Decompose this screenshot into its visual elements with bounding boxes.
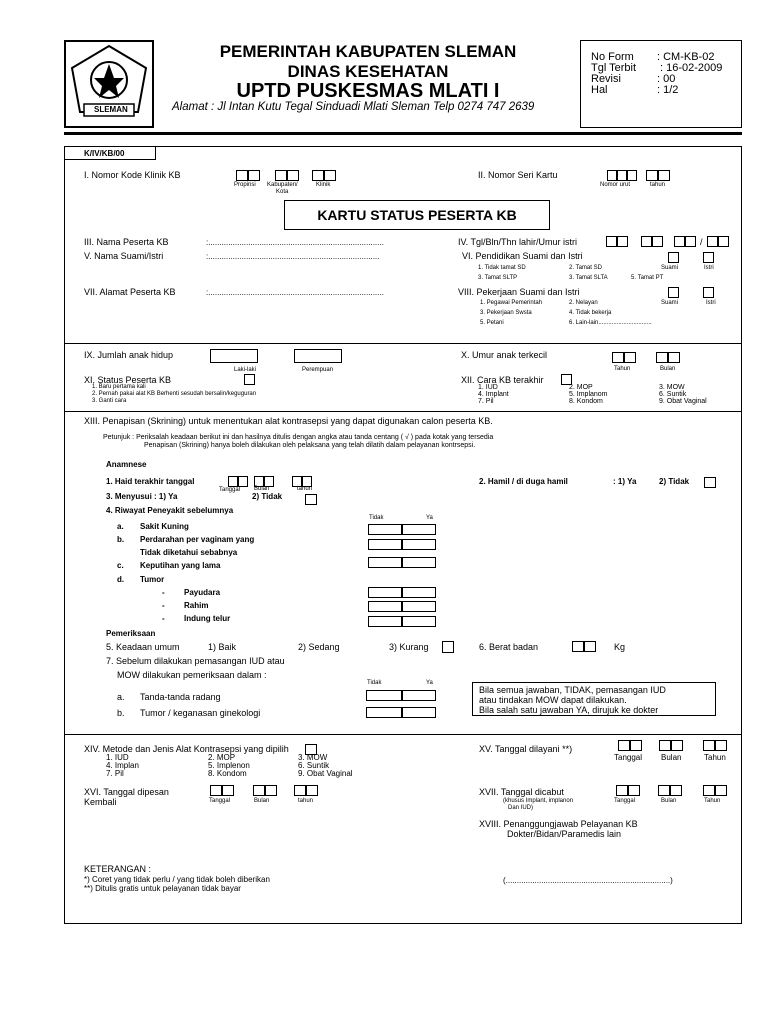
- status-label: XI. Status Peserta KB: [84, 375, 172, 385]
- dipesan-box[interactable]: [306, 785, 318, 796]
- dicabut-box[interactable]: [628, 785, 640, 796]
- dipesan-label: XVI. Tanggal dipesan: [84, 787, 169, 797]
- no-form-value: : CM-KB-02: [657, 51, 715, 63]
- header-line3: UPTD PUSKESMAS MLATI I: [236, 80, 500, 102]
- laki-box[interactable]: [210, 349, 258, 363]
- tanggal-caption: Tanggal: [614, 753, 643, 762]
- klinik-box[interactable]: [248, 170, 260, 181]
- riwayat-d: Tumor: [140, 575, 165, 584]
- nama-field[interactable]: :...............................................................................: [206, 238, 384, 247]
- penanggung-label-2: Dokter/Bidan/Paramedis lain: [507, 829, 622, 839]
- seri-box[interactable]: [646, 170, 658, 181]
- nama-label: III. Nama Peserta KB: [84, 237, 169, 247]
- klinik-box[interactable]: [236, 170, 248, 181]
- tidak-box[interactable]: [368, 539, 402, 550]
- tgl-lahir-box[interactable]: [606, 236, 617, 247]
- metode-opt: 4. Implan: [106, 761, 139, 770]
- cara-opt: 6. Suntik: [659, 391, 687, 398]
- suami-field[interactable]: :.............................................................................: [206, 252, 380, 261]
- dilayani-box[interactable]: [659, 740, 671, 751]
- tahun-caption: Tahun: [614, 366, 631, 372]
- penanggung-label: XVIII. Penanggungjawab Pelayanan KB: [479, 819, 638, 829]
- seri-box[interactable]: [607, 170, 617, 181]
- berat-label: 6. Berat badan: [479, 642, 539, 652]
- dipesan-box[interactable]: [210, 785, 222, 796]
- pem-b: Tumor / keganasan ginekologi: [140, 708, 261, 718]
- cara-opt: 5. Implanom: [569, 391, 608, 398]
- dipesan-box[interactable]: [253, 785, 265, 796]
- pek-opt-1: 1. Pegawai Pemerintah: [480, 300, 543, 306]
- metode-opt: 9. Obat Vaginal: [298, 769, 353, 778]
- tahun-caption: Tahun: [704, 798, 721, 804]
- kabupaten-caption: Kabupaten/: [267, 182, 298, 188]
- tidak-caption: Tidak: [369, 515, 384, 521]
- iud-line1: 7. Sebelum dilakukan pemasangan IUD atau: [106, 656, 285, 666]
- ya-box[interactable]: [402, 690, 436, 701]
- sedang-label: 2) Sedang: [298, 642, 340, 652]
- header-divider: [64, 132, 742, 135]
- pek-suami-box[interactable]: [668, 287, 679, 298]
- dipesan-box[interactable]: [222, 785, 234, 796]
- iud-line2: MOW dilakukan pemeriksaan dalam :: [117, 670, 267, 680]
- riwayat-b-key: b.: [117, 535, 125, 544]
- card-title: KARTU STATUS PESERTA KB: [317, 207, 517, 223]
- keterangan-1: *) Coret yang tidak perlu / yang tidak boleh diberikan: [84, 875, 270, 884]
- dilayani-box[interactable]: [671, 740, 683, 751]
- tgl-value: : 16-02-2009: [660, 62, 723, 74]
- klinik-box[interactable]: [312, 170, 324, 181]
- cara-opt: 9. Obat Vaginal: [659, 398, 707, 405]
- propinsi-caption: Propinsi: [234, 182, 256, 188]
- dicabut-box[interactable]: [616, 785, 628, 796]
- ya-box[interactable]: [402, 557, 436, 568]
- metode-opt: 7. Pil: [106, 769, 124, 778]
- dicabut-box[interactable]: [715, 785, 727, 796]
- pendidikan-label: VI. Pendidikan Suami dan Istri: [462, 251, 583, 261]
- metode-opt: 5. Implenon: [208, 761, 250, 770]
- dicabut-label: XVII. Tanggal dicabut: [479, 787, 564, 797]
- tahun-caption: tahun: [297, 486, 313, 492]
- cara-opt: 7. Pil: [478, 398, 494, 405]
- hal-value: : 1/2: [657, 84, 679, 96]
- divider: [64, 343, 742, 344]
- tidak-box[interactable]: [368, 616, 402, 627]
- seri-label: II. Nomor Seri Kartu: [478, 170, 558, 180]
- metode-opt: 2. MOP: [208, 753, 236, 762]
- berat-box[interactable]: [584, 641, 596, 652]
- dicabut-note: (khusus Implant, implanon: [503, 798, 574, 804]
- hamil-ya: : 1) Ya: [613, 477, 637, 486]
- pend-opt-5: 5. Tamat PT: [631, 275, 664, 281]
- tanggal-caption: Tanggal: [219, 487, 241, 493]
- no-form-label: No Form: [591, 51, 634, 63]
- dilayani-box[interactable]: [715, 740, 727, 751]
- istri-caption: Istri: [704, 265, 714, 271]
- ya-box[interactable]: [402, 601, 436, 612]
- ya-box[interactable]: [402, 616, 436, 627]
- tgl-lahir-box[interactable]: [652, 236, 663, 247]
- note-line1: Bila semua jawaban, TIDAK, pemasangan IUD: [479, 685, 666, 695]
- form-code: K/IV/KB/00: [84, 149, 125, 158]
- tahun-caption: tahun: [298, 798, 314, 804]
- istri-caption: Istri: [706, 300, 716, 306]
- tidak-caption: Tidak: [367, 680, 382, 686]
- klinik-label: I. Nomor Kode Klinik KB: [84, 170, 181, 180]
- metode-opt: 3. MOW: [298, 753, 328, 762]
- dilayani-box[interactable]: [618, 740, 630, 751]
- dicabut-box[interactable]: [703, 785, 715, 796]
- alamat-label: VII. Alamat Peserta KB: [84, 287, 176, 297]
- seri-box[interactable]: [617, 170, 627, 181]
- petunjuk-2: Penapisan (Skrining) hanya boleh dilakukan oleh pelaksana yang telah dilatih dalam pelayanan kontrsepsi.: [144, 442, 476, 449]
- dipesan-box[interactable]: [294, 785, 306, 796]
- slash: /: [700, 237, 703, 247]
- metode-label: XIV. Metode dan Jenis Alat Kontrasepsi yang dipilih: [84, 744, 289, 754]
- pek-opt-4: 4. Tidak bekerja: [569, 310, 612, 316]
- pemeriksaan-heading: Pemeriksaan: [106, 629, 156, 638]
- tgl-lahir-box[interactable]: [707, 236, 718, 247]
- anak-label: IX. Jumlah anak hidup: [84, 350, 174, 360]
- tidak-box[interactable]: [366, 707, 402, 718]
- pek-opt-3: 3. Pekerjaan Swsta: [480, 310, 532, 316]
- tgl-lahir-box[interactable]: [617, 236, 628, 247]
- dash: -: [162, 588, 165, 597]
- keadaan-label: 5. Keadaan umum: [106, 642, 180, 652]
- pend-opt-3: 3. Tamat SLTP: [478, 275, 518, 281]
- baik-label: 1) Baik: [208, 642, 237, 652]
- petunjuk-1: Petunjuk : Periksalah keadaan berikut ini dan hasilnya ditulis dengan angka atau tanda centang ( √ ) pada kotak yang tersedia: [103, 434, 494, 441]
- tanggal-caption: Tanggal: [209, 798, 231, 804]
- riwayat-d-key: d.: [117, 575, 125, 584]
- metode-opt: 1. IUD: [106, 753, 129, 762]
- pend-opt-1: 1. Tidak tamat SD: [478, 265, 526, 271]
- tidak-box[interactable]: [368, 524, 402, 535]
- dash: -: [162, 601, 165, 610]
- header-address: Alamat : Jl Intan Kutu Tegal Sinduadi Mlati Sleman Telp 0274 747 2639: [172, 101, 535, 113]
- cara-label: XII. Cara KB terakhir: [461, 375, 544, 385]
- riwayat-c-key: c.: [117, 561, 124, 570]
- kota-caption: Kota: [276, 189, 289, 195]
- bulan-caption: Bulan: [661, 798, 677, 804]
- tgl-lahir-label: IV. Tgl/Bln/Thn lahir/Umur istri: [458, 237, 578, 247]
- bulan-caption: Bulan: [254, 798, 270, 804]
- dash: -: [162, 614, 165, 623]
- tanggal-caption: Tanggal: [614, 798, 636, 804]
- suami-caption: Suami: [661, 300, 679, 306]
- header-line1: PEMERINTAH KABUPATEN SLEMAN: [219, 42, 517, 61]
- laki-caption: Laki-laki: [234, 367, 257, 373]
- riwayat-a: Sakit Kuning: [140, 522, 189, 531]
- seri-box[interactable]: [658, 170, 670, 181]
- tidak-box[interactable]: [368, 587, 402, 598]
- pekerjaan-label: VIII. Pekerjaan Suami dan Istri: [458, 287, 580, 297]
- divider: [64, 734, 742, 735]
- cara-opt: 4. Implant: [478, 391, 509, 398]
- bulan-caption: Bulan: [254, 486, 270, 492]
- menyusui-label: 3. Menyusui : 1) Ya: [106, 492, 178, 501]
- logo-text: SLEMAN: [94, 105, 128, 114]
- ya-box[interactable]: [402, 539, 436, 550]
- haid-box[interactable]: [228, 476, 238, 487]
- pek-istri-box[interactable]: [703, 287, 714, 298]
- status-opt-1: 1. Baru pertama kali: [92, 384, 146, 390]
- divider: [64, 411, 742, 412]
- umur-tahun-box[interactable]: [624, 352, 636, 363]
- umur-bulan-box[interactable]: [656, 352, 668, 363]
- perempuan-box[interactable]: [294, 349, 342, 363]
- haid-label: 1. Haid terakhir tanggal: [106, 477, 195, 486]
- perempuan-caption: Perempuan: [302, 367, 334, 373]
- status-box[interactable]: [244, 374, 255, 385]
- bulan-caption: Bulan: [660, 366, 676, 372]
- ya-caption: Ya: [426, 680, 433, 686]
- umur-bulan-box[interactable]: [668, 352, 680, 363]
- riwayat-d2: Rahim: [184, 601, 209, 610]
- tgl-lahir-box[interactable]: [685, 236, 696, 247]
- tidak-box[interactable]: [366, 690, 402, 701]
- tgl-lahir-box[interactable]: [718, 236, 729, 247]
- keterangan-label: KETERANGAN :: [84, 864, 152, 874]
- pend-suami-box[interactable]: [668, 252, 679, 263]
- tgl-lahir-box[interactable]: [641, 236, 652, 247]
- kg-label: Kg: [614, 642, 626, 652]
- tgl-lahir-box[interactable]: [674, 236, 685, 247]
- skrining-heading: XIII. Penapisan (Skrining) untuk menentukan alat kontrasepsi yang dapat digunakan calon peserta KB.: [84, 416, 493, 426]
- note-line3: Bila salah satu jawaban YA, dirujuk ke dokter: [479, 705, 659, 715]
- suami-caption: Suami: [661, 265, 679, 271]
- note-line2: atau tindakan MOW dapat dilakukan.: [479, 695, 627, 705]
- ya-box[interactable]: [402, 707, 436, 718]
- alamat-field[interactable]: :...............................................................................: [206, 288, 384, 297]
- klinik-box[interactable]: [324, 170, 336, 181]
- umur-anak-label: X. Umur anak terkecil: [461, 350, 548, 360]
- dipesan-box[interactable]: [265, 785, 277, 796]
- riwayat-d1: Payudara: [184, 588, 221, 597]
- revisi-label: Revisi: [591, 73, 621, 85]
- hamil-label: 2. Hamil / di duga hamil: [479, 477, 568, 486]
- dilayani-box[interactable]: [630, 740, 642, 751]
- tahun-caption: Tahun: [704, 753, 726, 762]
- hamil-tidak: 2) Tidak: [659, 477, 690, 486]
- dilayani-box[interactable]: [703, 740, 715, 751]
- tahun-caption: tahun: [650, 182, 666, 188]
- menyusui-tidak: 2) Tidak: [252, 492, 283, 501]
- tidak-box[interactable]: [368, 601, 402, 612]
- bulan-caption: Bulan: [661, 753, 682, 762]
- klinik-box[interactable]: [275, 170, 287, 181]
- klinik-caption: Klinik: [316, 182, 331, 188]
- dicabut-box[interactable]: [670, 785, 682, 796]
- pend-opt-2: 2. Tamat SD: [569, 265, 602, 271]
- umur-tahun-box[interactable]: [612, 352, 624, 363]
- ya-caption: Ya: [426, 515, 433, 521]
- dilayani-label: XV. Tanggal dilayani **): [479, 744, 573, 754]
- metode-opt: 6. Suntik: [298, 761, 330, 770]
- header-line2: DINAS KESEHATAN: [287, 62, 449, 81]
- pend-opt-4: 3. Tamat SLTA: [569, 275, 608, 281]
- hamil-box[interactable]: [704, 477, 716, 488]
- seri-box[interactable]: [627, 170, 637, 181]
- signature-line[interactable]: (..........................................................................): [503, 876, 673, 885]
- riwayat-label: 4. Riwayat Peneyakit sebelumnya: [106, 506, 234, 515]
- cara-opt: 8. Kondom: [569, 398, 603, 405]
- dipesan-label-2: Kembali: [84, 797, 117, 807]
- riwayat-b: Perdarahan per vaginam yang: [140, 535, 255, 544]
- keterangan-2: **) Ditulis gratis untuk pelayanan tidak bayar: [84, 884, 241, 893]
- pem-b-key: b.: [117, 708, 125, 718]
- haid-box[interactable]: [238, 476, 248, 487]
- cara-opt: 1. IUD: [478, 384, 498, 391]
- dicabut-box[interactable]: [658, 785, 670, 796]
- suami-label: V. Nama Suami/Istri: [84, 251, 164, 261]
- pek-opt-6: 6. Lain-lain................................: [569, 320, 652, 326]
- cara-opt: 3. MOW: [659, 384, 685, 391]
- keadaan-box[interactable]: [442, 641, 454, 653]
- riwayat-a-key: a.: [117, 522, 124, 531]
- pek-opt-5: 5. Petani: [480, 320, 504, 326]
- tgl-label: Tgl Terbit: [591, 62, 637, 74]
- ya-box[interactable]: [402, 587, 436, 598]
- riwayat-c: Keputihan yang lama: [140, 561, 221, 570]
- pem-a-key: a.: [117, 692, 125, 702]
- pek-opt-2: 2. Nelayan: [569, 300, 598, 306]
- dicabut-note-2: Dan IUD): [508, 805, 534, 811]
- anamnese-heading: Anamnese: [106, 460, 147, 469]
- pend-istri-box[interactable]: [703, 252, 714, 263]
- cara-opt: 2. MOP: [569, 384, 593, 391]
- kurang-label: 3) Kurang: [389, 642, 429, 652]
- logo: [64, 40, 154, 128]
- status-opt-2: 2. Pernah pakai alat KB Berhenti sesudah bersalin/keguguran: [92, 391, 257, 397]
- menyusui-box[interactable]: [305, 494, 317, 505]
- revisi-value: : 00: [657, 73, 676, 85]
- ya-box[interactable]: [402, 524, 436, 535]
- tidak-box[interactable]: [368, 557, 402, 568]
- nomor-urut-caption: Nomor urut: [600, 182, 631, 188]
- riwayat-b2: Tidak diketahui sebabnya: [140, 548, 238, 557]
- riwayat-d3: Indung telur: [184, 614, 231, 623]
- metode-opt: 8. Kondom: [208, 769, 247, 778]
- berat-box[interactable]: [572, 641, 584, 652]
- pem-a: Tanda-tanda radang: [140, 692, 221, 702]
- hal-label: Hal: [591, 84, 608, 96]
- klinik-box[interactable]: [287, 170, 299, 181]
- status-opt-3: 3. Ganti cara: [92, 398, 127, 404]
